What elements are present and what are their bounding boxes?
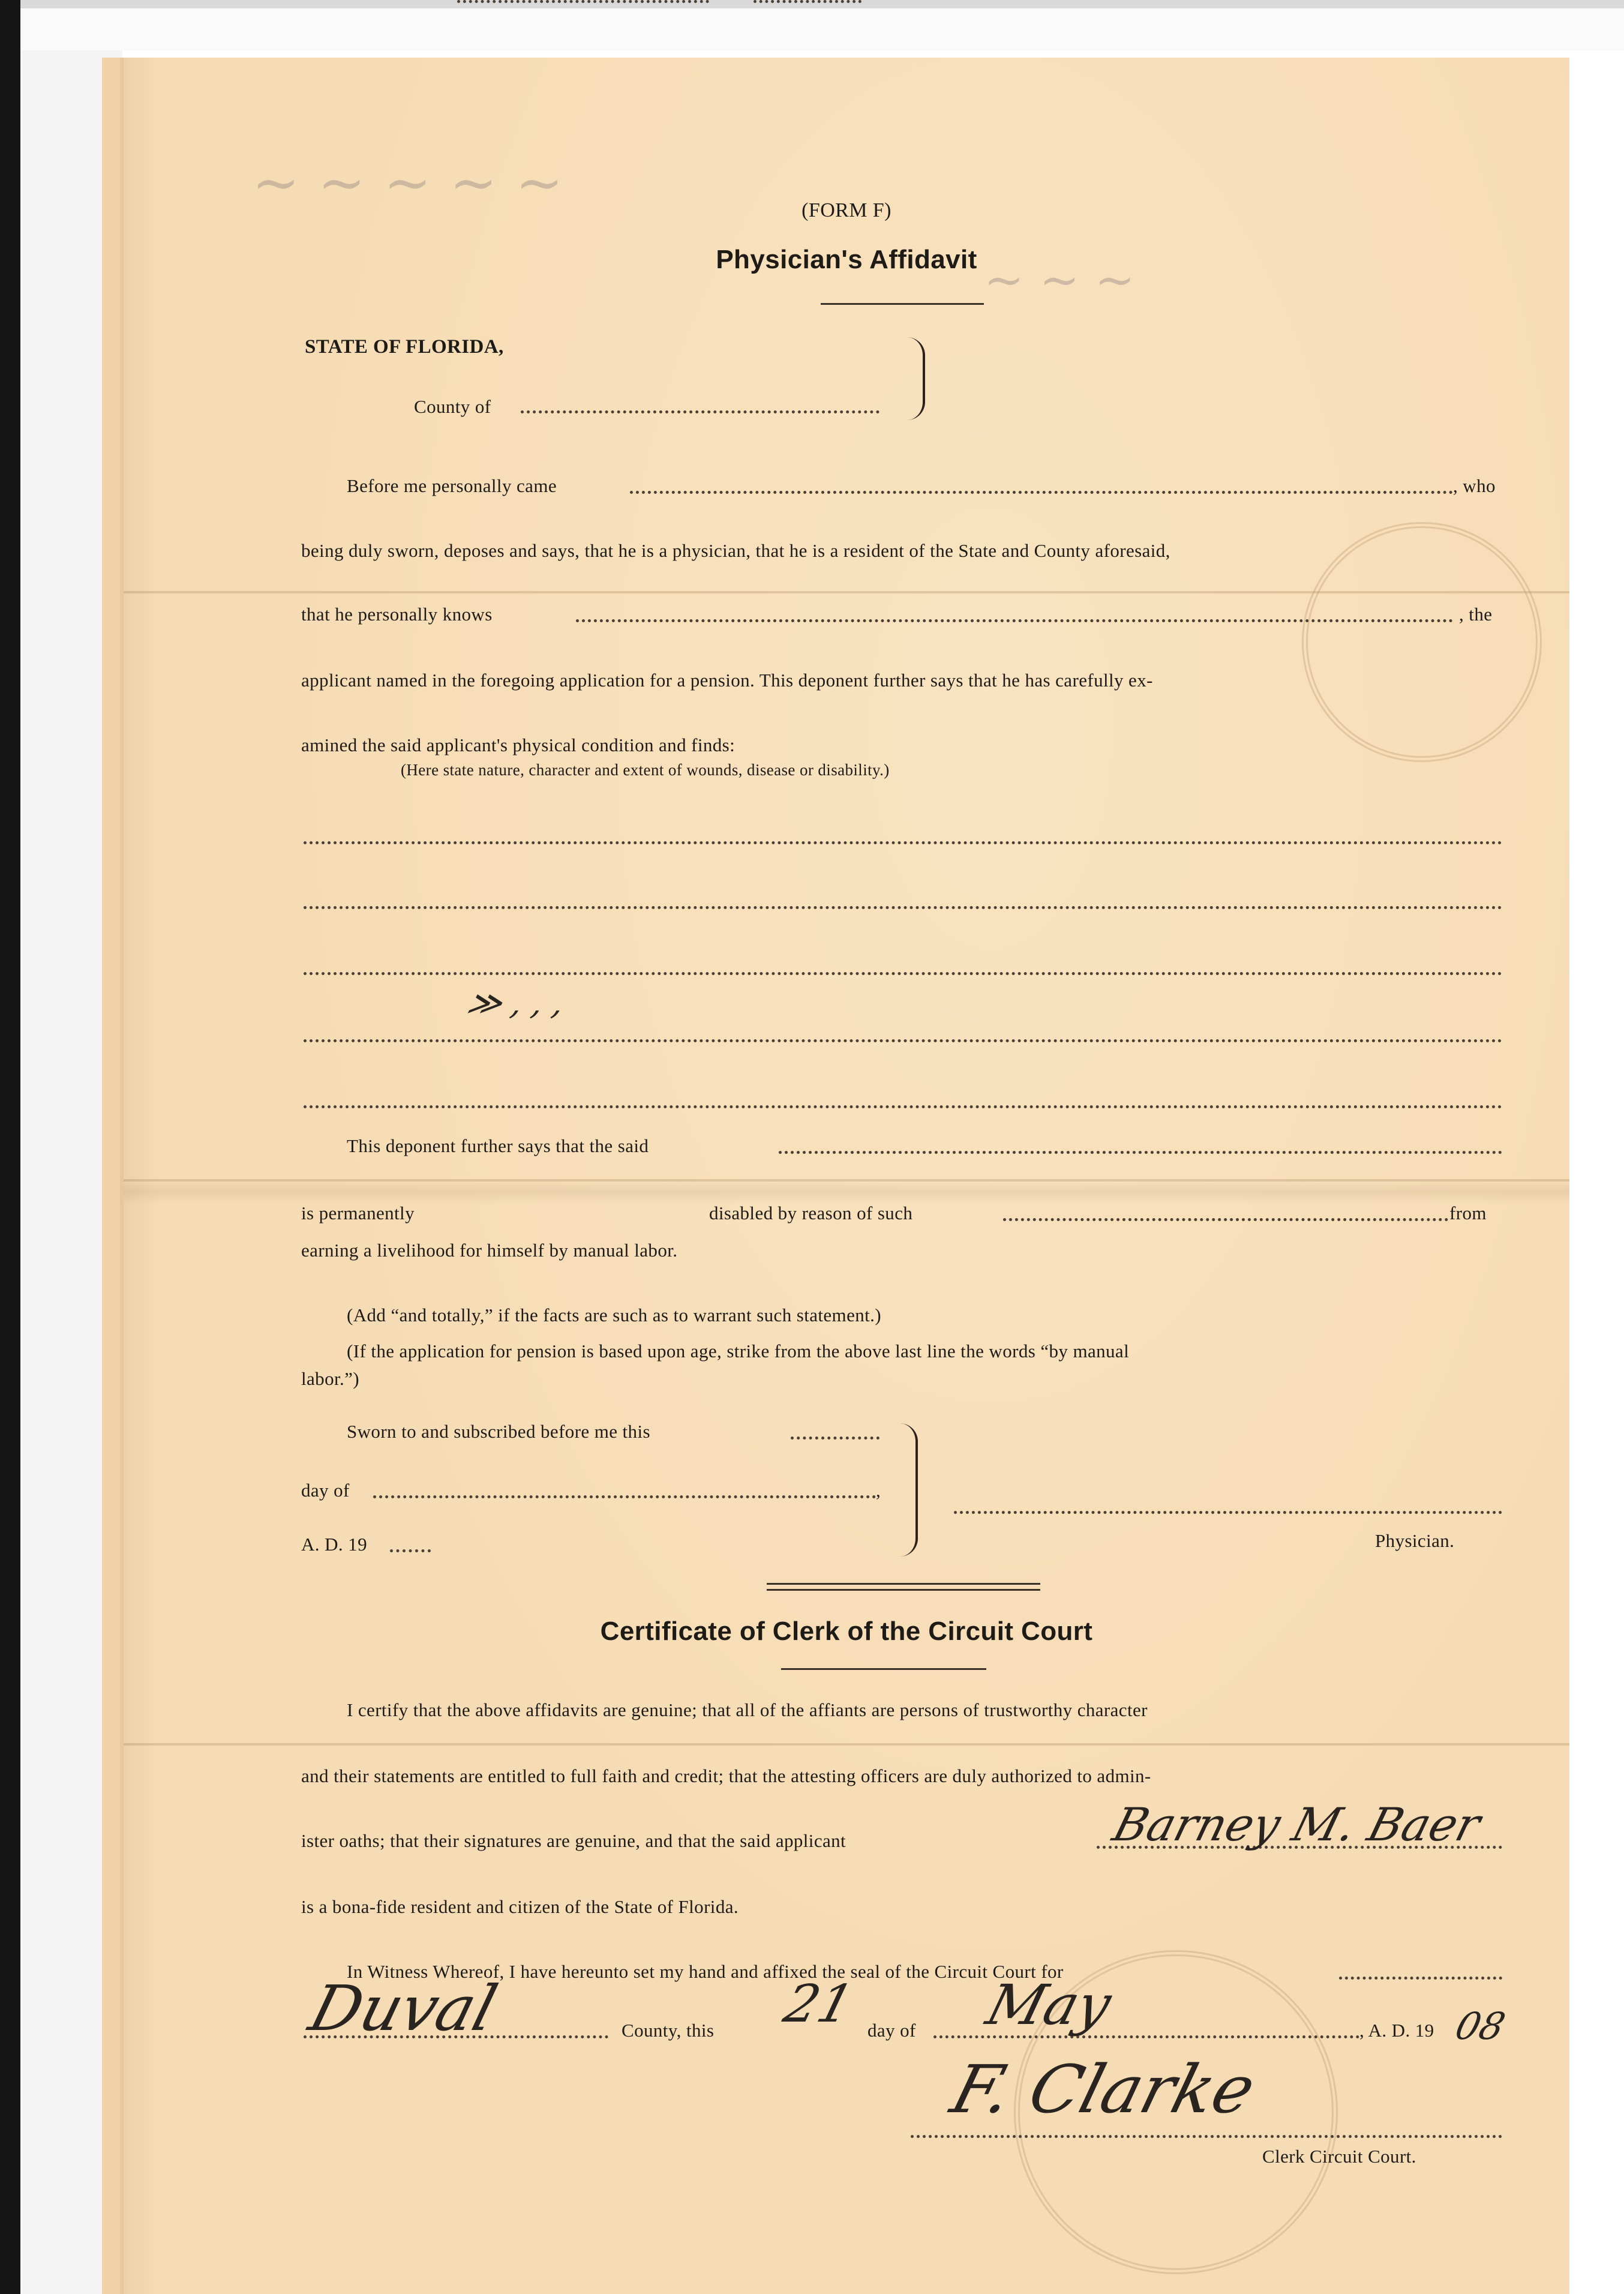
certificate-line-2: and their statements are entitled to full faith and credit; that the attesting officers are duly authorized to admin- — [301, 1765, 1151, 1786]
disability-cause-field[interactable] — [1003, 1218, 1448, 1221]
county-handwritten: Duval — [302, 1972, 505, 2045]
disabled-by-label: disabled by reason of such — [709, 1203, 913, 1224]
condition-line-1[interactable] — [304, 841, 1502, 844]
certificate-day-of-label: day of — [867, 2020, 916, 2041]
condition-line-2[interactable] — [304, 906, 1502, 909]
examined-text: amined the said applicant's physical condition and finds: — [301, 734, 736, 755]
condition-line-3[interactable] — [304, 972, 1502, 975]
note-age-2: labor.”) — [301, 1368, 360, 1389]
form-label: (FORM F) — [802, 199, 891, 221]
bleed-through-writing: ~ ~ ~ — [984, 252, 1135, 308]
embossed-seal — [1302, 522, 1542, 762]
brace — [900, 1423, 918, 1557]
clerk-signature-field[interactable] — [911, 2135, 1502, 2138]
year-handwritten: 08 — [1451, 2004, 1510, 2048]
sworn-month-field[interactable] — [373, 1495, 876, 1498]
certificate-ad-label: , A. D. 19 — [1359, 2020, 1434, 2041]
condition-line-5[interactable] — [304, 1105, 1502, 1108]
further-says-label: This deponent further says that the said — [347, 1135, 649, 1156]
document-page — [124, 58, 1569, 2294]
condition-line-4[interactable] — [304, 1039, 1502, 1042]
fold-crease — [124, 1743, 1569, 1746]
certificate-day-field[interactable] — [754, 0, 861, 3]
scanner-left-edge — [0, 0, 20, 2294]
from-text: from — [1449, 1203, 1487, 1224]
brace — [907, 337, 925, 420]
certificate-line-4: is a bona-fide resident and citizen of the State of Florida. — [301, 1896, 739, 1917]
ad-label: A. D. 19 — [301, 1534, 367, 1555]
sworn-text: being duly sworn, deposes and says, that he is a physician, that he is a resident of the State and County aforesaid, — [301, 540, 1170, 561]
earning-text: earning a livelihood for himself by manual labor. — [301, 1240, 678, 1261]
section-divider — [767, 1583, 1040, 1585]
stray-ink-marks: ≫ ‚ ‚ ‚ — [463, 984, 569, 1022]
applicant-known-field[interactable] — [576, 619, 1453, 622]
certificate-title: Certificate of Clerk of the Circuit Court — [600, 1617, 1093, 1646]
sworn-to-label: Sworn to and subscribed before me this — [347, 1421, 650, 1442]
paper-fold-edge — [102, 58, 126, 2294]
fold-crease — [124, 1179, 1569, 1182]
applicant-signature-handwritten: Barney M. Baer — [1107, 1798, 1487, 1851]
the-text: , the — [1459, 604, 1493, 625]
month-handwritten: May — [980, 1973, 1118, 2037]
permanently-label: is permanently — [301, 1203, 415, 1224]
physician-signature-field[interactable] — [954, 1511, 1502, 1514]
knows-label: that he personally knows — [301, 604, 493, 625]
witness-line: In Witness Whereof, I have hereunto set my hand and affixed the seal of the Circuit Court for — [347, 1961, 1064, 1982]
county-label: County of — [414, 396, 491, 417]
affiant-name-field[interactable] — [630, 491, 1453, 494]
title-underline — [821, 303, 984, 305]
certificate-underline — [781, 1668, 986, 1670]
before-me-label: Before me personally came — [347, 475, 557, 496]
county-field[interactable] — [521, 410, 879, 413]
degree-field[interactable] — [457, 0, 709, 3]
certificate-line-3: ister oaths; that their signatures are genuine, and that the said applicant — [301, 1830, 846, 1851]
sworn-day-field[interactable] — [791, 1437, 879, 1440]
state-heading: STATE OF FLORIDA, — [305, 336, 504, 358]
bleed-through-writing: ~ ~ ~ ~ ~ — [252, 150, 563, 216]
clerk-signature-handwritten: F. Clarke — [943, 2051, 1263, 2128]
section-divider — [767, 1589, 1040, 1591]
day-handwritten: 21 — [778, 1974, 860, 2034]
note-age-1: (If the application for pension is based upon age, strike from the above last line the words “by manual — [347, 1341, 1130, 1362]
clerk-label: Clerk Circuit Court. — [1262, 2146, 1416, 2167]
note-totally: (Add “and totally,” if the facts are such as to warrant such statement.) — [347, 1305, 882, 1326]
county-this-label: County, this — [622, 2020, 715, 2041]
comma-text: , — [876, 1480, 881, 1501]
applicant-text: applicant named in the foregoing application for a pension. This deponent further says that he has carefully ex- — [301, 670, 1153, 691]
form-title: Physician's Affidavit — [716, 245, 977, 274]
day-of-label: day of — [301, 1480, 350, 1501]
scanner-margin-top — [20, 8, 1624, 50]
condition-instruction: (Here state nature, character and extent of wounds, disease or disability.) — [401, 761, 890, 779]
certificate-line-1: I certify that the above affidavits are genuine; that all of the affiants are persons of trustworthy character — [347, 1699, 1148, 1720]
sworn-year-field[interactable] — [390, 1549, 431, 1552]
applicant-name-field-2[interactable] — [779, 1151, 1502, 1154]
physician-label: Physician. — [1375, 1530, 1455, 1551]
who-text: , who — [1453, 475, 1496, 496]
court-field[interactable] — [1339, 1977, 1502, 1980]
